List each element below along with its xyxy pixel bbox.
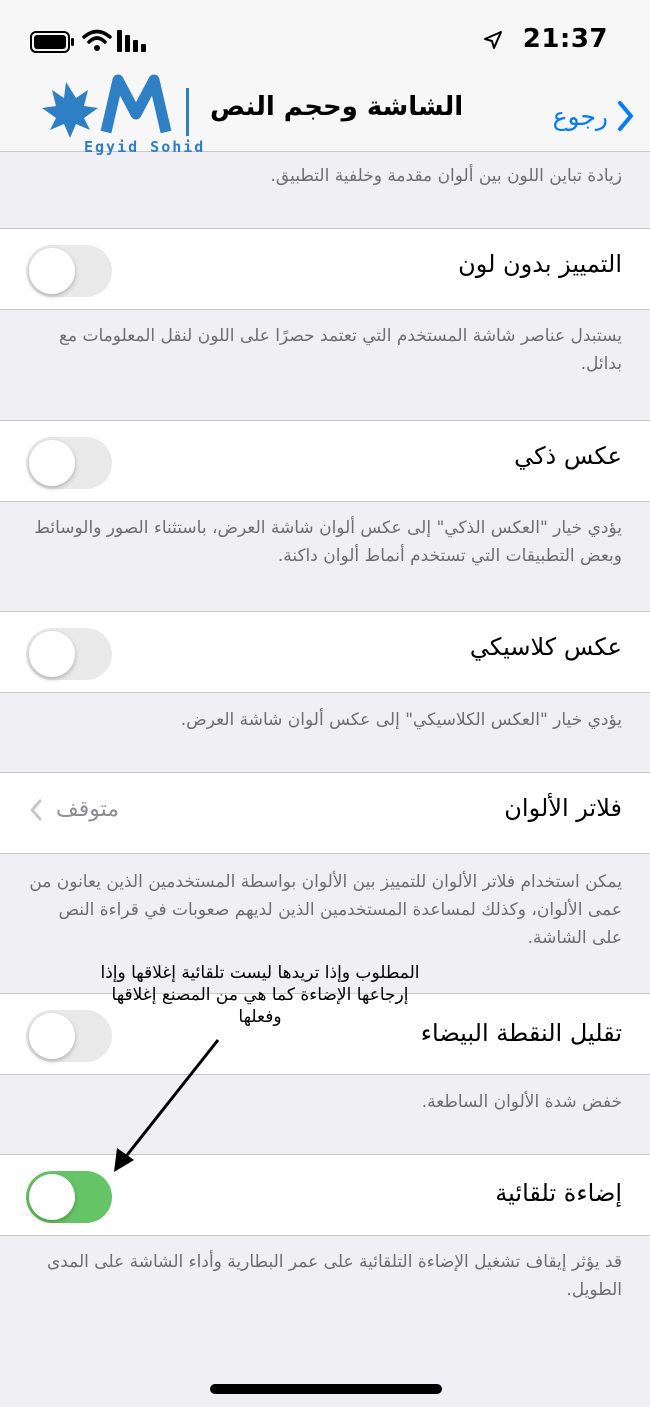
chevron-left-icon (30, 799, 42, 821)
differentiate-without-color-label: التمييز بدون لون (458, 250, 622, 278)
differentiate-without-color-toggle[interactable] (26, 245, 112, 297)
smart-invert-label: عكس ذكي (514, 442, 622, 470)
page-title: الشاشة وحجم النص (210, 92, 464, 122)
toggle-knob (29, 248, 75, 294)
smart-invert-toggle[interactable] (26, 437, 112, 489)
color-filters-label: فلاتر الألوان (504, 794, 622, 822)
color-filters-row[interactable] (0, 772, 650, 854)
home-indicator (210, 1384, 442, 1394)
location-arrow-icon (483, 30, 503, 50)
toggle-knob (29, 1013, 75, 1059)
smart-invert-footer: يؤدي خيار "العكس الذكي" إلى عكس ألوان شاشة العرض، باستثناء الصور والوسائط وبعض التطبيقات التي تستخدم أنماط ألوان داكنة. (34, 518, 622, 566)
classic-invert-footer: يؤدي خيار "العكس الكلاسيكي" إلى عكس ألوان شاشة العرض. (180, 710, 622, 730)
classic-invert-toggle[interactable] (26, 628, 112, 680)
watermark-text: Egyid Sohid (84, 138, 206, 156)
annotation-arrow-icon (100, 1030, 230, 1180)
back-button[interactable] (553, 98, 634, 134)
differentiate-without-color-footer: يستبدل عناصر شاشة المستخدم التي تعتمد حصرًا على اللون لنقل المعلومات مع بدائل. (58, 326, 622, 374)
differentiate-without-color-row (0, 228, 650, 310)
battery-icon (30, 30, 76, 54)
watermark-logo (36, 62, 206, 156)
back-label: رجوع (552, 101, 608, 131)
toggle-knob (29, 631, 75, 677)
auto-brightness-label: إضاءة تلقائية (495, 1179, 622, 1207)
auto-brightness-footer: قد يؤثر إيقاف تشغيل الإضاءة التلقائية على عمر البطارية وأداء الشاشة على المدى الطويل. (46, 1252, 622, 1300)
toggle-knob (29, 1174, 75, 1220)
wifi-icon (82, 28, 112, 52)
color-filters-footer: يمكن استخدام فلاتر الألوان للتمييز بين الألوان بواسطة المستخدمين الذين يعانون من عمى الألوان، وكذلك لمساعدة المستخدمين الذين لديهم صعوبات في قراءة النص على الشاشة. (29, 872, 622, 948)
contrast-footer: زيادة تباين اللون بين ألوان مقدمة وخلفية التطبيق. (270, 166, 622, 186)
smart-invert-row (0, 420, 650, 502)
chevron-left-icon (616, 100, 634, 132)
nav-bar (0, 80, 650, 156)
reduce-white-point-footer: خفض شدة الألوان الساطعة. (421, 1092, 622, 1112)
annotation-text: المطلوب وإذا تريدها ليست تلقائية إغلاقها وإذا إرجاعها الإضاءة كما هي من المصنع إغلاقها وفعلها (100, 963, 420, 1027)
classic-invert-row (0, 611, 650, 693)
auto-brightness-row (0, 1154, 650, 1236)
status-time: 21:37 (522, 24, 608, 54)
color-filters-value: متوقف (56, 797, 120, 822)
color-filters-detail (30, 797, 119, 822)
toggle-knob (29, 440, 75, 486)
signal-icon (116, 30, 148, 52)
reduce-white-point-label: تقليل النقطة البيضاء (420, 1019, 622, 1047)
classic-invert-label: عكس كلاسيكي (469, 633, 622, 661)
